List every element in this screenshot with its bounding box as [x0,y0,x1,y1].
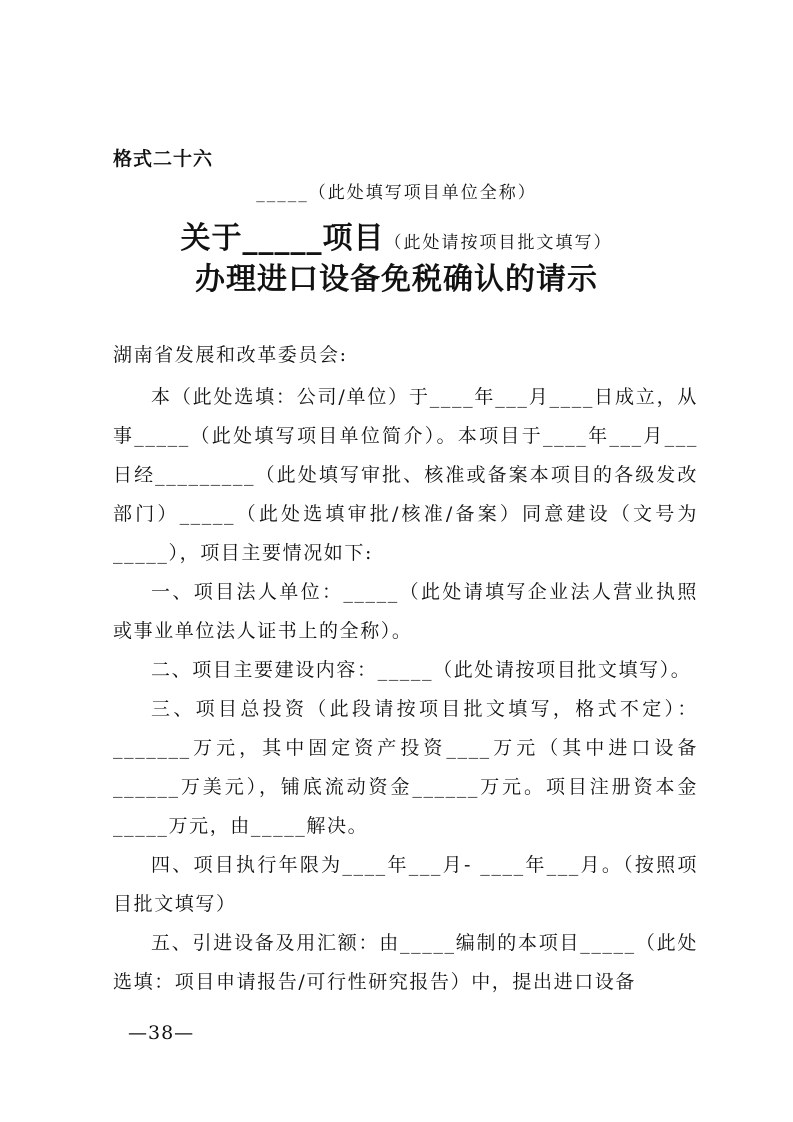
title-project-note: （此处请按项目批文填写） [384,233,613,253]
title-project-main: 关于_____项目 [180,221,385,256]
page-number: —38— [128,1022,195,1044]
paragraph-investment: 三、项目总投资（此段请按项目批文填写，格式不定）：_______万元，其中固定资产投资____万元（其中进口设备______万美元），铺底流动资金______万元。项目注册资本金_____万元，由_____解决。 [113,698,698,837]
addressee: 湖南省发展和改革委员会: [113,344,348,366]
paragraph-intro: 本（此处选填：公司/单位）于____年___月____日成立，从事_____（此处填写项目单位简介）。本项目于____年___月___日经_________（此处填写审批、核准或备案本项目的各级发改部门）_____（此处选填审批/核准/备案）同意建设（文号为 _____），项目主要情况如下: [113,386,698,564]
format-label: 格式二十六 [113,148,214,170]
title-unit-line: _____（此处填写项目单位全称） [256,183,537,203]
paragraph-construction: 二、项目主要建设内容：_____（此处请按项目批文填写）。 [151,659,692,681]
paragraph-duration: 四、项目执行年限为____年___月- ____年___月。（按照项目批文填写） [113,854,698,915]
title-subject-line: 办理进口设备免税确认的请示 [195,262,598,297]
body-paragraphs [113,378,698,1002]
title-project-line [0,213,793,257]
paragraph-equipment: 五、引进设备及用汇额：由_____编制的本项目_____（此处选填：项目申请报告/可行性研究报告）中，提出进口设备 [113,932,698,993]
paragraph-legal-entity: 一、项目法人单位：_____（此处请填写企业法人营业执照或事业单位法人证书上的全称）。 [113,581,698,642]
